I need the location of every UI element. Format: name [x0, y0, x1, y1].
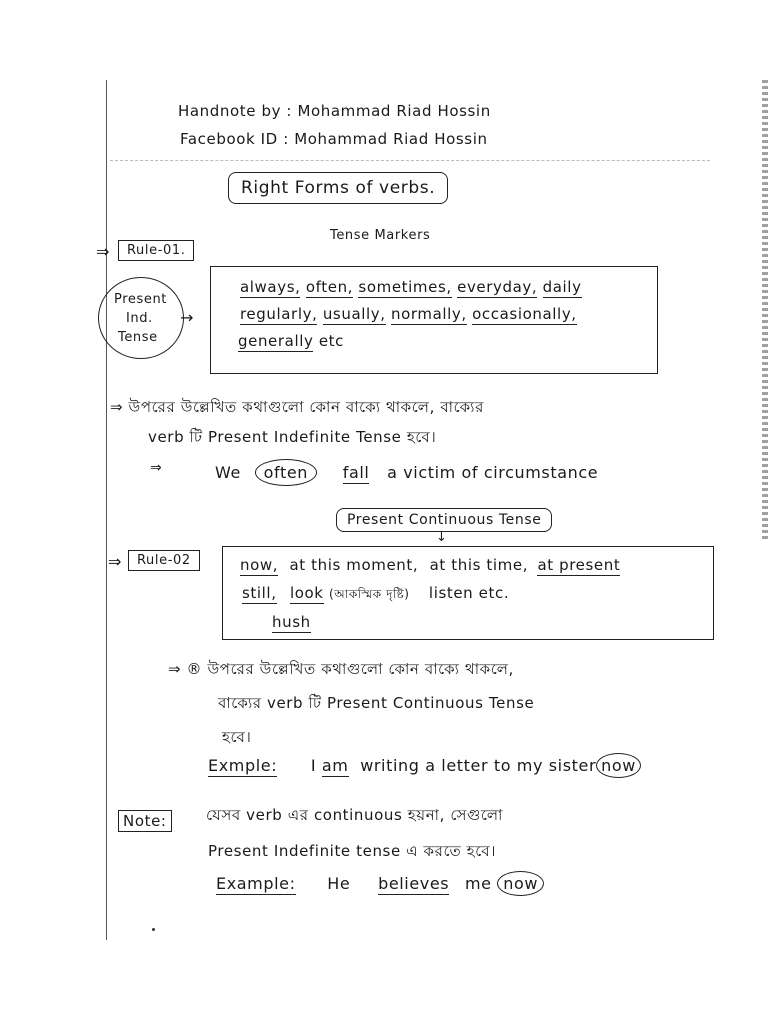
rule1-example-sentence	[215, 463, 598, 482]
rule2-markers-line-1	[240, 556, 620, 574]
rule1-example-arrow: ⇒	[150, 460, 163, 476]
note-example-line	[216, 874, 544, 893]
rule2-example-am: am	[321, 756, 349, 775]
rule2-example-line	[208, 756, 641, 775]
marker-daily: daily	[542, 278, 582, 296]
note-example-now-circled: now	[497, 871, 544, 896]
present-continuous-heading: Present Continuous Tense	[336, 508, 552, 532]
page-title: Right Forms of verbs.	[228, 172, 448, 204]
note-line-2: Present Indefinite tense এ করতে হবে।	[208, 842, 497, 860]
marker-regularly: regularly,	[240, 305, 318, 323]
rule2-example-now-circled: now	[596, 753, 641, 778]
rule1-bangla-line-2: verb টি Present Indefinite Tense হবে।	[148, 428, 437, 446]
marker-usually: usually,	[322, 305, 386, 323]
header-divider	[110, 160, 710, 161]
marker-sometimes: sometimes,	[358, 278, 452, 296]
facebook-id: Facebook ID : Mohammad Riad Hossin	[180, 130, 488, 148]
rule2-markers-line-2	[242, 584, 509, 606]
marker-listen-etc: listen etc.	[428, 584, 510, 602]
scanned-page-edge	[762, 80, 768, 540]
marker-normally: normally,	[391, 305, 467, 323]
example-often-circled: often	[255, 459, 317, 486]
marker-occasionally: occasionally,	[472, 305, 577, 323]
tense-markers-heading: Tense Markers	[330, 228, 431, 243]
marker-still: still,	[242, 584, 277, 602]
marker-look: look	[289, 584, 324, 602]
rule1-arrow: ⇒	[96, 242, 111, 261]
rule1-markers-line-1	[240, 278, 582, 296]
rule1-markers-line-2	[240, 305, 577, 323]
note-example-he: He	[327, 874, 351, 893]
marker-hush: hush	[272, 613, 311, 631]
oval-line-1: Present	[114, 292, 167, 307]
rule2-bangla-line-2: বাক্যের verb টি Present Continuous Tense	[218, 694, 535, 712]
note-label: Note:	[118, 810, 172, 832]
note-example-believes: believes	[378, 874, 450, 893]
marker-always: always,	[240, 278, 301, 296]
marker-at-this-time: at this time,	[429, 556, 529, 574]
note-line-1: যেসব verb এর continuous হয়না, সেগুলো	[206, 806, 504, 824]
marker-often: often,	[305, 278, 354, 296]
example-rest: a victim of circumstance	[387, 463, 599, 482]
rule2-markers-line-3	[272, 613, 311, 631]
rule2-example-mid: writing a letter to my sister	[360, 756, 597, 775]
rule2-arrow: ⇒	[108, 552, 123, 571]
rule2-bangla-line-3: হবে।	[222, 728, 252, 746]
marker-etc: etc	[318, 332, 345, 350]
handnote-credit: Handnote by : Mohammad Riad Hossin	[178, 102, 491, 120]
note-example-me: me	[464, 874, 492, 893]
heading-down-arrow: ↓	[436, 530, 448, 545]
left-margin-line	[106, 80, 107, 940]
marker-now: now,	[240, 556, 279, 574]
example-fall: fall	[342, 463, 370, 482]
note-example-label: Example:	[216, 874, 296, 893]
marker-at-this-moment: at this moment,	[289, 556, 419, 574]
marker-everyday: everyday,	[457, 278, 538, 296]
ink-dot	[152, 928, 155, 931]
rule1-label: Rule-01.	[118, 240, 194, 261]
marker-look-meaning: (আকস্মিক দৃষ্টি)	[328, 587, 410, 601]
oval-line-2: Ind.	[126, 311, 153, 326]
oval-pointer-arrow: →	[180, 308, 195, 327]
rule1-markers-line-3	[238, 332, 344, 350]
example-we: We	[215, 463, 241, 482]
marker-generally: generally	[238, 332, 314, 350]
rule2-bangla-line-1: ⇒ ® উপরের উল্লেখিত কথাগুলো কোন বাক্যে থাকলে,	[168, 660, 514, 678]
rule2-example-i: I	[310, 756, 317, 775]
rule2-example-label: Exmple:	[208, 756, 278, 775]
rule2-label: Rule-02	[128, 550, 200, 571]
rule1-bangla-line-1: ⇒ উপরের উল্লেখিত কথাগুলো কোন বাক্যে থাকলে, বাক্যের	[110, 398, 484, 416]
marker-at-present: at present	[537, 556, 621, 574]
oval-line-3: Tense	[118, 330, 158, 345]
